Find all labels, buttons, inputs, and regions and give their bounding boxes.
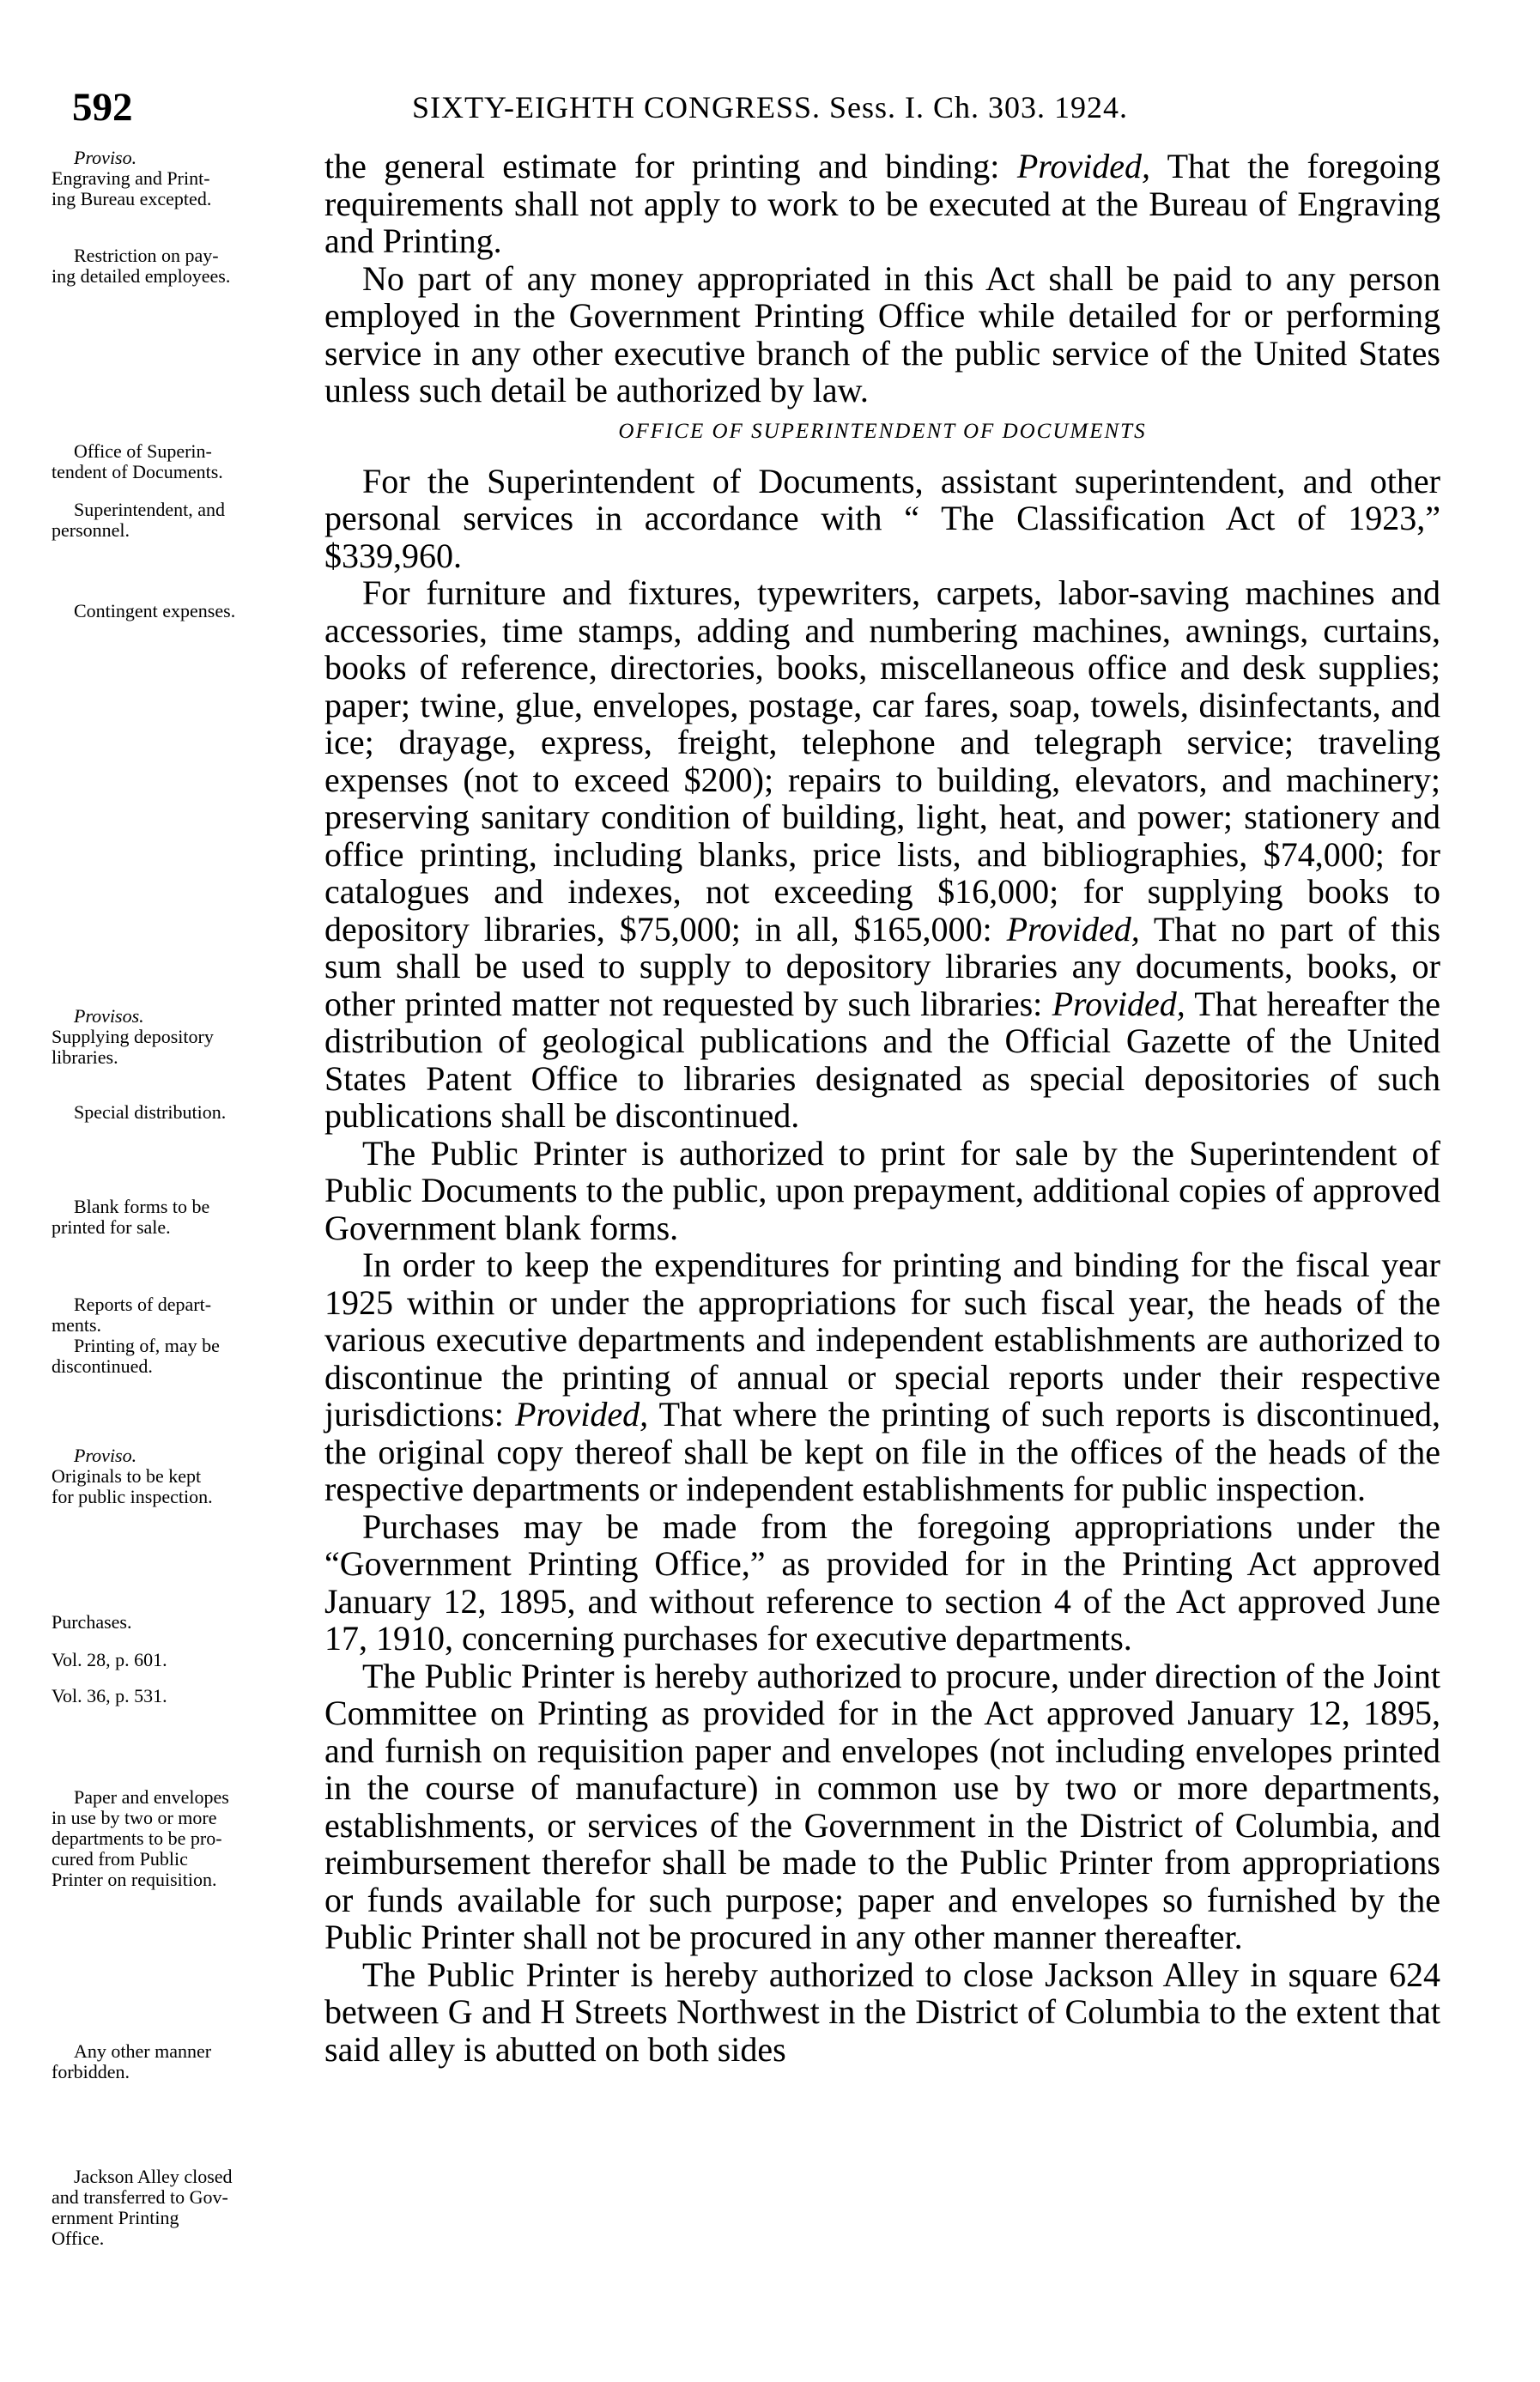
paragraph: In order to keep the expenditures for printing and binding for the fiscal year 1925 within or under the appropriations for such fiscal year, the heads of the various executive departments and independent establishments are authorized to discontinue the printing of annual or special reports under their respective jurisdictions: Provided, That where the printing of such reports is discontinued, the original copy thereof shall be kept on file in the offices of the heads of the respective departments or independent establishments for public inspection. [324,1246,1441,1508]
paragraph: For the Superintendent of Documents, assistant superintendent, and other personal services in accordance with “ The Classification Act of 1923,” $339,960. [324,461,1440,575]
margin-note: Superintendent, and personnel. [52,499,225,541]
margin-note: Reports of depart- ments. Printing of, may be discontinued. [52,1294,220,1377]
margin-note: Vol. 36, p. 531. [52,1685,167,1706]
paragraph: Purchases may be made from the foregoing appropriations under the “Government Printing Office,” as provided for in the Printing Act approved January 12, 1895, and without reference to section 4 of the Act approved June 17, 1910, concerning purchases for executive departments. [324,1506,1440,1658]
margin-note: Paper and envelopes in use by two or more departments to be pro- cured from Public Printer on requisition. [52,1786,229,1890]
page-number: 592 [72,85,133,130]
paragraph: The Public Printer is hereby authorized to close Jackson Alley in square 624 between G and H Streets Northwest in the District of Columbia to the extent that said alley is abutted on both sides [324,1955,1440,2069]
margin-note: Proviso. Engraving and Print- ing Bureau excepted. [52,147,212,209]
margin-note: Proviso. Originals to be kept for public inspection. [52,1445,213,1507]
margin-note: Any other manner forbidden. [52,2040,212,2082]
margin-note: Vol. 28, p. 601. [52,1649,167,1670]
paragraph: The Public Printer is hereby authorized to procure, under direction of the Joint Committee on Printing as provided for in the Act approved January 12, 1895, and furnish on requisition paper and envelopes (not including envelopes printed in the course of manufacture) in common use by two or more departments, establishments, or services of the Government in the District of Columbia, and reimbursement therefor shall be made to the Public Printer from appropriations or funds available for such purpose; paper and envelopes so furnished by the Public Printer shall not be procured in any other manner thereafter. [324,1656,1440,1956]
margin-note: Special distribution. [74,1101,227,1123]
margin-note: Restriction on pay- ing detailed employees. [52,245,231,287]
body-text [324,148,1440,2068]
margin-note: Contingent expenses. [74,600,236,621]
paragraph: The Public Printer is authorized to print for sale by the Superintendent of Public Documents to the public, upon prepayment, additional copies of approved Government blank forms. [324,1133,1440,1247]
paragraph: the general estimate for printing and binding: Provided, That the foregoing requirements shall not apply to work to be executed at the Bureau of Engraving and Printing. [324,147,1441,260]
margin-note: Provisos. Supplying depository libraries. [52,1005,214,1068]
margin-note: Jackson Alley closed and transferred to Gov- ernment Printing Office. [52,2166,233,2249]
margin-note: Purchases. [52,1611,132,1633]
margin-note: Office of Superin- tendent of Documents. [52,440,223,482]
paragraph: No part of any money appropriated in this Act shall be paid to any person employed in the Government Printing Office while detailed for or performing service in any other executive branch of the public service of the United States unless such detail be authorized by law. [324,258,1440,409]
running-head: SIXTY-EIGHTH CONGRESS. Sess. I. Ch. 303. 1924. [412,90,1129,124]
page-header [72,84,1454,136]
margin-note: Blank forms to be printed for sale. [52,1196,210,1238]
section-heading: OFFICE OF SUPERINTENDENT OF DOCUMENTS [618,419,1147,443]
paragraph: For furniture and fixtures, typewriters, carpets, labor-saving machines and accessories, time stamps, adding and numbering machines, awnings, curtains, books of reference, directories, books, miscellaneous office and desk supplies; paper; twine, glue, envelopes, postage, car fares, soap, towels, disinfectants, and ice; drayage, express, freight, telephone and telegraph service; traveling expenses (not to exceed $200); repairs to building, elevators, and machinery; preserving sanitary condition of building, light, heat, and power; stationery and office printing, including blanks, price lists, and bibliographies, $74,000; for catalogues and indexes, not exceeding $16,000; for supplying books to depository libraries, $75,000; in all, $165,000: Provided, That no part of this sum shall be used to supply to depository libraries any documents, books, or other printed matter not requested by such libraries: Provided, That hereafter the distribution of geological publications and the Official Gazette of the United States Patent Office to libraries designated as special depositories of such publications shall be discontinued. [324,573,1441,1135]
